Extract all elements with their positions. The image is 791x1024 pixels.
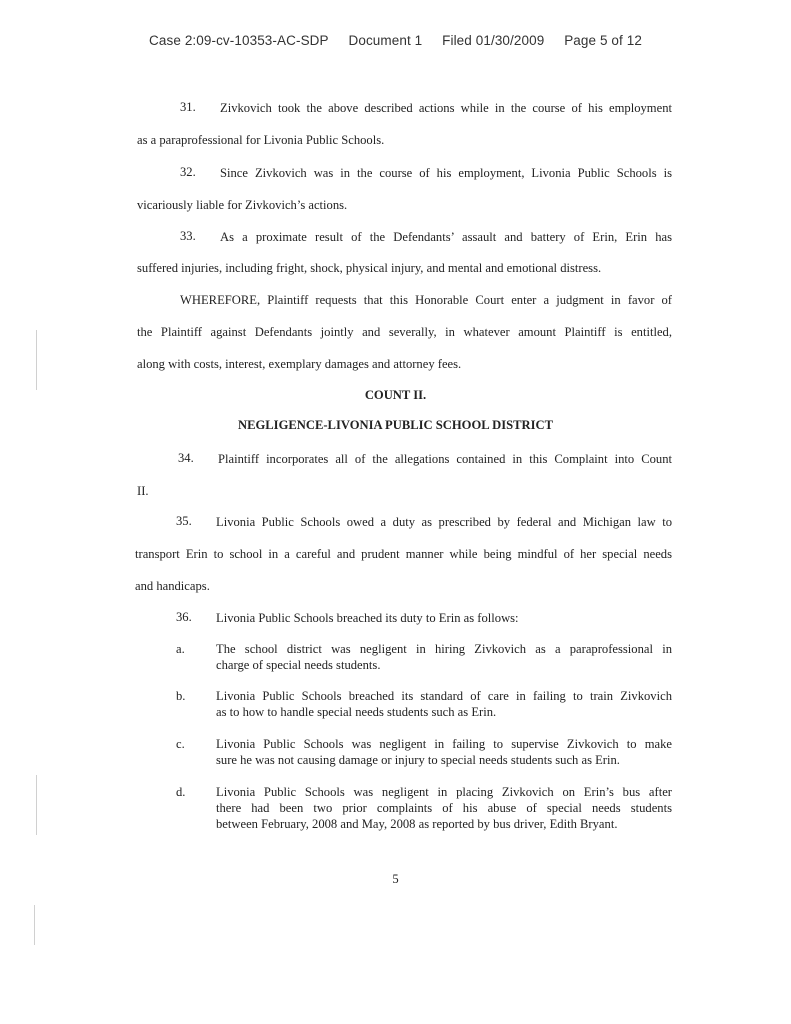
paragraph-31-line-1: Zivkovich took the above described actions while in the course of his employment bbox=[220, 101, 672, 115]
sub-item-d-line-1: Livonia Public Schools was negligent in placing Zivkovich on Erin’s bus after bbox=[216, 785, 672, 799]
paragraph-32-line-1: Since Zivkovich was in the course of his employment, Livonia Public Schools is bbox=[220, 166, 672, 180]
scan-mark bbox=[34, 905, 35, 945]
paragraph-number: 32. bbox=[180, 165, 196, 179]
scan-mark bbox=[36, 330, 37, 390]
sub-item-b-line-1: Livonia Public Schools breached its standard of care in failing to train Zivkovich bbox=[216, 689, 672, 703]
paragraph-35-line-1: Livonia Public Schools owed a duty as prescribed by federal and Michigan law to bbox=[216, 515, 672, 529]
sub-item-d-line-2: there had been two prior complaints of his abuse of special needs students bbox=[216, 801, 672, 815]
page-number: 5 bbox=[392, 872, 399, 886]
paragraph-34-line-1: Plaintiff incorporates all of the allegations contained in this Complaint into Count bbox=[218, 452, 672, 466]
page-indicator: Page 5 of 12 bbox=[564, 33, 642, 48]
paragraph-number: 35. bbox=[176, 514, 192, 528]
sub-item-letter: d. bbox=[176, 785, 186, 799]
paragraph-number: 36. bbox=[176, 610, 192, 624]
paragraph-33-line-1: As a proximate result of the Defendants’ assault and battery of Erin, Erin has bbox=[220, 230, 672, 244]
sub-item-a-line-1: The school district was negligent in hiring Zivkovich as a paraprofessional in bbox=[216, 642, 672, 656]
sub-item-letter: c. bbox=[176, 737, 185, 751]
case-number: Case 2:09-cv-10353-AC-SDP bbox=[149, 33, 329, 48]
wherefore-line-2: the Plaintiff against Defendants jointly and severally, in whatever amount Plaintiff is entitled, bbox=[137, 325, 672, 339]
sub-item-d-line-3: between February, 2008 and May, 2008 as reported by bus driver, Edith Bryant. bbox=[216, 817, 618, 831]
sub-item-c bbox=[216, 736, 672, 768]
filed-date: Filed 01/30/2009 bbox=[442, 33, 545, 48]
wherefore-line-1: WHEREFORE, Plaintiff requests that this Honorable Court enter a judgment in favor of bbox=[180, 293, 672, 307]
sub-item-c-line-2: sure he was not causing damage or injury to special needs students such as Erin. bbox=[216, 753, 620, 767]
paragraph-33-line-2: suffered injuries, including fright, shock, physical injury, and mental and emotional distress. bbox=[137, 261, 602, 275]
sub-item-a-line-2: charge of special needs students. bbox=[216, 658, 381, 672]
document-number: Document 1 bbox=[348, 33, 423, 48]
sub-item-letter: a. bbox=[176, 642, 185, 656]
count-heading: COUNT II. bbox=[364, 388, 427, 402]
paragraph-34-line-2: II. bbox=[137, 484, 149, 498]
case-header bbox=[0, 33, 791, 48]
paragraph-31-line-2: as a paraprofessional for Livonia Public Schools. bbox=[137, 133, 385, 147]
paragraph-35-line-2: transport Erin to school in a careful and prudent manner while being mindful of her special needs bbox=[135, 547, 672, 561]
sub-item-letter: b. bbox=[176, 689, 186, 703]
sub-item-b bbox=[216, 688, 672, 720]
paragraph-number: 31. bbox=[180, 100, 196, 114]
sub-item-d bbox=[216, 784, 672, 832]
paragraph-36-line-1: Livonia Public Schools breached its duty to Erin as follows: bbox=[216, 611, 519, 625]
sub-item-b-line-2: as to how to handle special needs students such as Erin. bbox=[216, 705, 497, 719]
sub-item-c-line-1: Livonia Public Schools was negligent in failing to supervise Zivkovich to make bbox=[216, 737, 672, 751]
paragraph-32-line-2: vicariously liable for Zivkovich’s actions. bbox=[137, 198, 348, 212]
paragraph-number: 34. bbox=[178, 451, 194, 465]
paragraph-35-line-3: and handicaps. bbox=[135, 579, 210, 593]
scan-mark bbox=[36, 775, 37, 835]
wherefore-line-3: along with costs, interest, exemplary damages and attorney fees. bbox=[137, 357, 462, 371]
sub-item-a bbox=[216, 641, 672, 673]
count-title: NEGLIGENCE-LIVONIA PUBLIC SCHOOL DISTRICT bbox=[237, 418, 553, 432]
paragraph-number: 33. bbox=[180, 229, 196, 243]
